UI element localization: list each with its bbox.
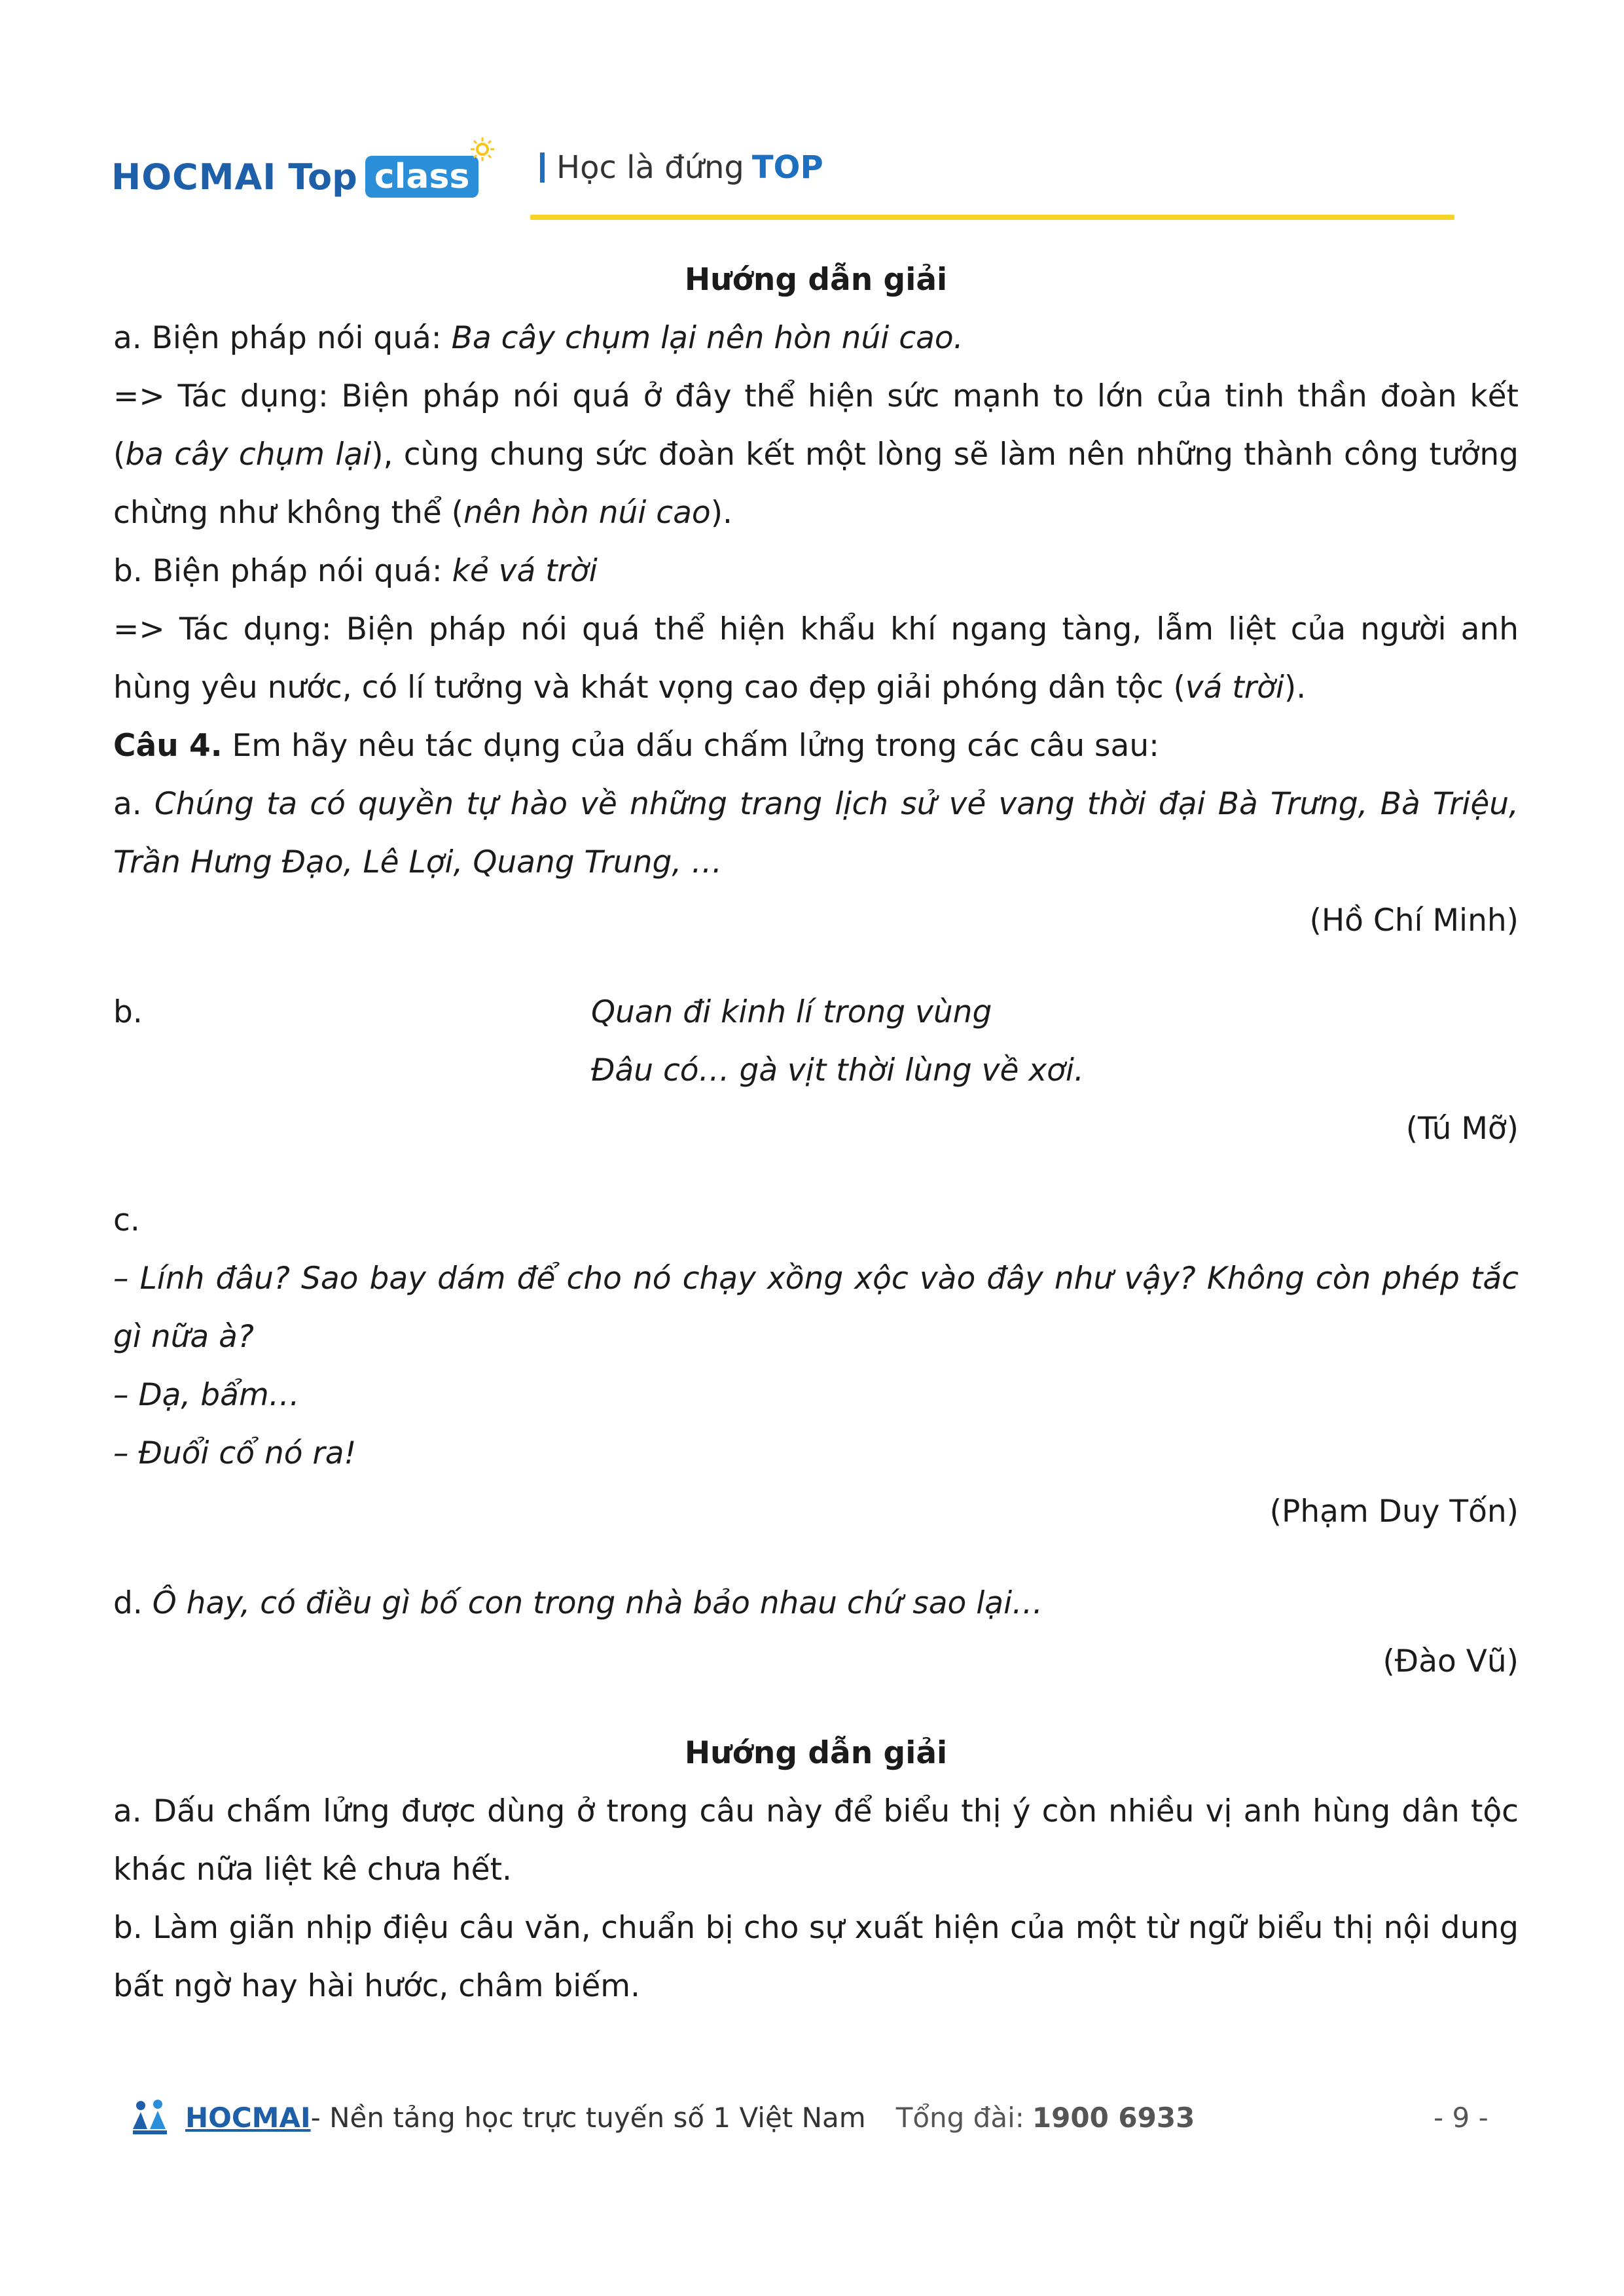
question4-d-prefix: d. [113, 1585, 153, 1621]
footer-hotline: 1900 6933 [1032, 2101, 1195, 2134]
section2-heading: Hướng dẫn giải [684, 1735, 948, 1771]
section1-a-effect-it1: ba cây chụm lại [125, 437, 372, 473]
question4-a-author: (Hồ Chí Minh) [1309, 903, 1519, 939]
question4-c-line1: – Lính đâu? Sao bay dám để cho nó chạy xồng xộc vào đây như vậy? Không còn phép tắc gì nữa à? [113, 1261, 1519, 1355]
header-divider [530, 215, 1454, 220]
question4-label: Câu 4. [113, 728, 223, 764]
hocmai-topclass-logo[interactable] [111, 147, 478, 206]
footer-brand-link[interactable]: HOCMAI [185, 2101, 311, 2134]
question4-prompt: Em hãy nêu tác dụng của dấu chấm lửng trong các câu sau: [222, 728, 1159, 764]
question4-c-prefix: c. [113, 1202, 140, 1238]
section1-a-effect-it2: nên hòn núi cao [463, 495, 711, 531]
section1-b-effect-it: vá trời [1185, 670, 1284, 706]
section1-a-effect-3: ). [710, 495, 732, 531]
question4-c-line2: – Dạ, bẩm… [113, 1377, 300, 1413]
section1-a-example: Ba cây chụm lại nên hòn núi cao. [451, 320, 964, 356]
section1-a-label-line [113, 309, 1519, 367]
slogan [540, 149, 823, 186]
section1-b-label-line [113, 542, 1519, 600]
section1-a-effect-1: => Tác dụng: Biện pháp nói quá ở đây thể hiện sức mạnh to lớn của tinh thần đoàn kết ( [113, 378, 1519, 473]
hocmai-people-icon [128, 2098, 173, 2137]
section1-a-effect-2: ), cùng chung sức đoàn kết một lòng sẽ làm nên những thành công tưởng chừng như không thể ( [113, 437, 1519, 531]
logo-class-text: class [374, 157, 470, 196]
section1-b-example: kẻ vá trời [452, 553, 598, 589]
footer-tagline: - Nền tảng học trực tuyến số 1 Việt Nam [310, 2101, 866, 2134]
question4-b-line1: Quan đi kinh lí trong vùng [591, 994, 992, 1030]
slogan-top: TOP [751, 149, 823, 186]
page-number: - 9 - [1434, 2101, 1489, 2134]
question4-title [113, 717, 1519, 775]
question4-d-author: (Đào Vũ) [1382, 1643, 1519, 1679]
section2-a-text: a. Dấu chấm lửng được dùng ở trong câu này để biểu thị ý còn nhiều vị anh hùng dân tộc khác nữa liệt kê chưa hết. [113, 1793, 1519, 1888]
section1-b-effect-1: => Tác dụng: Biện pháp nói quá thể hiện khẩu khí ngang tàng, lẫm liệt của người anh hùng yêu nước, có lí tưởng và khát vọng cao đẹp giải phóng dân tộc ( [113, 611, 1519, 706]
question4-a-text: Chúng ta có quyền tự hào về những trang lịch sử vẻ vang thời đại Bà Trưng, Bà Triệu, Trần Hưng Đạo, Lê Lợi, Quang Trung, … [113, 786, 1519, 880]
logo-class-badge [365, 156, 479, 198]
question4-a [113, 775, 1519, 891]
section1-b-label: b. Biện pháp nói quá: [113, 553, 452, 589]
question4-d-text: Ô hay, có điều gì bố con trong nhà bảo nhau chứ sao lại… [152, 1585, 1043, 1621]
logo-top-text: Top [288, 156, 357, 198]
question4-b-line2: Đâu có… gà vịt thời lùng về xơi. [591, 1052, 1084, 1088]
footer-hotline-label: Tổng đài: [895, 2101, 1024, 2134]
question4-c-author: (Phạm Duy Tốn) [1269, 1494, 1519, 1530]
question4-b-prefix: b. [113, 994, 143, 1030]
section2-b-text: b. Làm giãn nhịp điệu câu văn, chuẩn bị cho sự xuất hiện của một từ ngữ biểu thị nội dung bất ngờ hay hài hước, châm biếm. [113, 1910, 1519, 2004]
section1-a-label: a. Biện pháp nói quá: [113, 320, 452, 356]
sun-icon [469, 136, 496, 162]
question4-a-prefix: a. [113, 786, 154, 822]
question4-c-line3: – Đuổi cổ nó ra! [113, 1435, 357, 1471]
slogan-prefix: Học là đứng [556, 149, 744, 186]
logo-hocmai-text: HOCMAI [111, 156, 277, 198]
slogan-divider [540, 152, 545, 183]
question4-b-author: (Tú Mỡ) [1405, 1111, 1519, 1147]
section1-b-effect [113, 600, 1519, 717]
question4-d [113, 1574, 1519, 1632]
footer [128, 2091, 1502, 2144]
section1-heading: Hướng dẫn giải [684, 262, 948, 298]
section1-b-effect-2: ). [1284, 670, 1307, 706]
section1-a-effect [113, 367, 1519, 542]
